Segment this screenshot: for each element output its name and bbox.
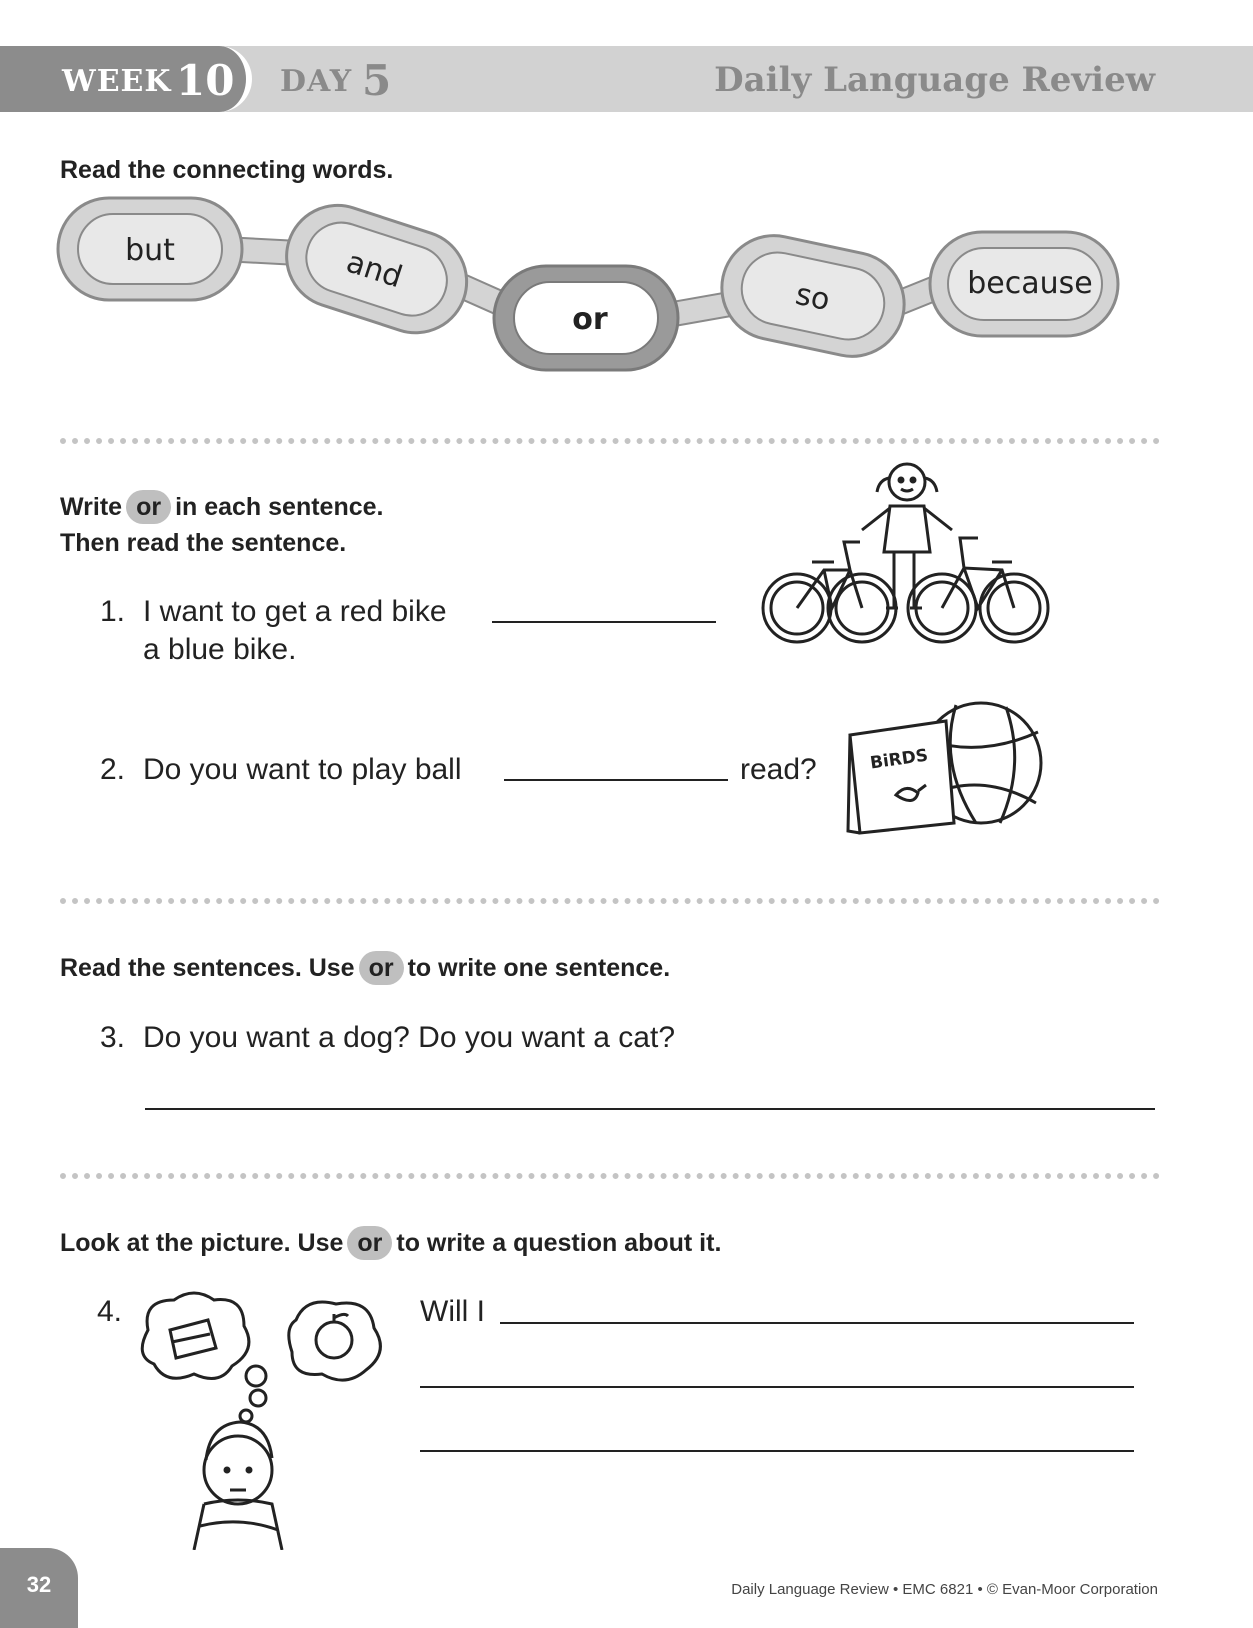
or-pill: or — [347, 1226, 392, 1260]
item3-number: 3. — [100, 1021, 126, 1054]
instruction-text: in each sentence. — [175, 493, 384, 521]
item2-answer-blank[interactable] — [504, 779, 728, 781]
book-title: BiRDS — [868, 745, 930, 774]
section-divider — [60, 898, 1160, 904]
connecting-words-chain — [56, 196, 1166, 396]
or-pill: or — [126, 490, 171, 524]
girl-with-bikes-illustration — [752, 458, 1062, 658]
chain-word-or: or — [572, 302, 608, 337]
page-number: 32 — [26, 1572, 52, 1597]
item3-answer-line[interactable] — [145, 1108, 1155, 1110]
section1-instruction: Read the connecting words. — [60, 156, 394, 184]
or-pill: or — [359, 951, 404, 985]
instruction-text: to write a question about it. — [396, 1229, 722, 1257]
boy-thinking-illustration — [138, 1290, 398, 1550]
section-divider — [60, 438, 1160, 444]
item1-number: 1. — [100, 595, 126, 628]
item2-text: Do you want to play ball — [143, 753, 462, 786]
day-label: DAY — [280, 64, 353, 99]
item4-text: Will I — [420, 1295, 485, 1328]
section4-instruction — [60, 1225, 721, 1261]
item4-answer-line-2[interactable] — [420, 1386, 1134, 1388]
item2-text-end: read? — [740, 753, 817, 786]
chain-link-because — [930, 232, 1118, 336]
chain-word-so: so — [792, 276, 833, 319]
footer-credit: Daily Language Review • EMC 6821 • © Evan-Moor Corporation — [731, 1581, 1158, 1598]
item3-text: Do you want a dog? Do you want a cat? — [143, 1021, 676, 1054]
item4-answer-line-1[interactable] — [500, 1322, 1134, 1324]
item1-text-line2: a blue bike. — [143, 633, 297, 666]
section2-instruction — [60, 489, 384, 525]
week-label: WEEK — [62, 64, 172, 99]
chain-word-and: and — [341, 244, 407, 296]
instruction-text: Read the sentences. Use — [60, 954, 355, 982]
chain-link-and — [273, 196, 480, 346]
item2-number: 2. — [100, 753, 126, 786]
item1-answer-blank[interactable] — [492, 621, 716, 623]
instruction-text: Write — [60, 493, 123, 521]
chain-link-but — [58, 198, 242, 300]
chain-word-but: but — [125, 233, 175, 268]
item1-text: I want to get a red bike — [143, 595, 447, 628]
chain-link-so — [712, 226, 914, 366]
section3-instruction — [60, 950, 670, 986]
instruction-text: to write one sentence. — [407, 954, 671, 982]
item4-number: 4. — [97, 1295, 123, 1328]
week-number: 10 — [176, 56, 235, 105]
chain-link-or — [494, 266, 678, 370]
item4-answer-line-3[interactable] — [420, 1450, 1134, 1452]
chain-word-because: because — [967, 266, 1093, 301]
book-and-ball-illustration — [846, 695, 1066, 835]
section-divider — [60, 1173, 1160, 1179]
instruction-text: Look at the picture. Use — [60, 1229, 344, 1257]
section2-instruction-line2: Then read the sentence. — [60, 529, 347, 557]
page-title: Daily Language Review — [714, 60, 1155, 100]
day-number: 5 — [362, 56, 392, 105]
